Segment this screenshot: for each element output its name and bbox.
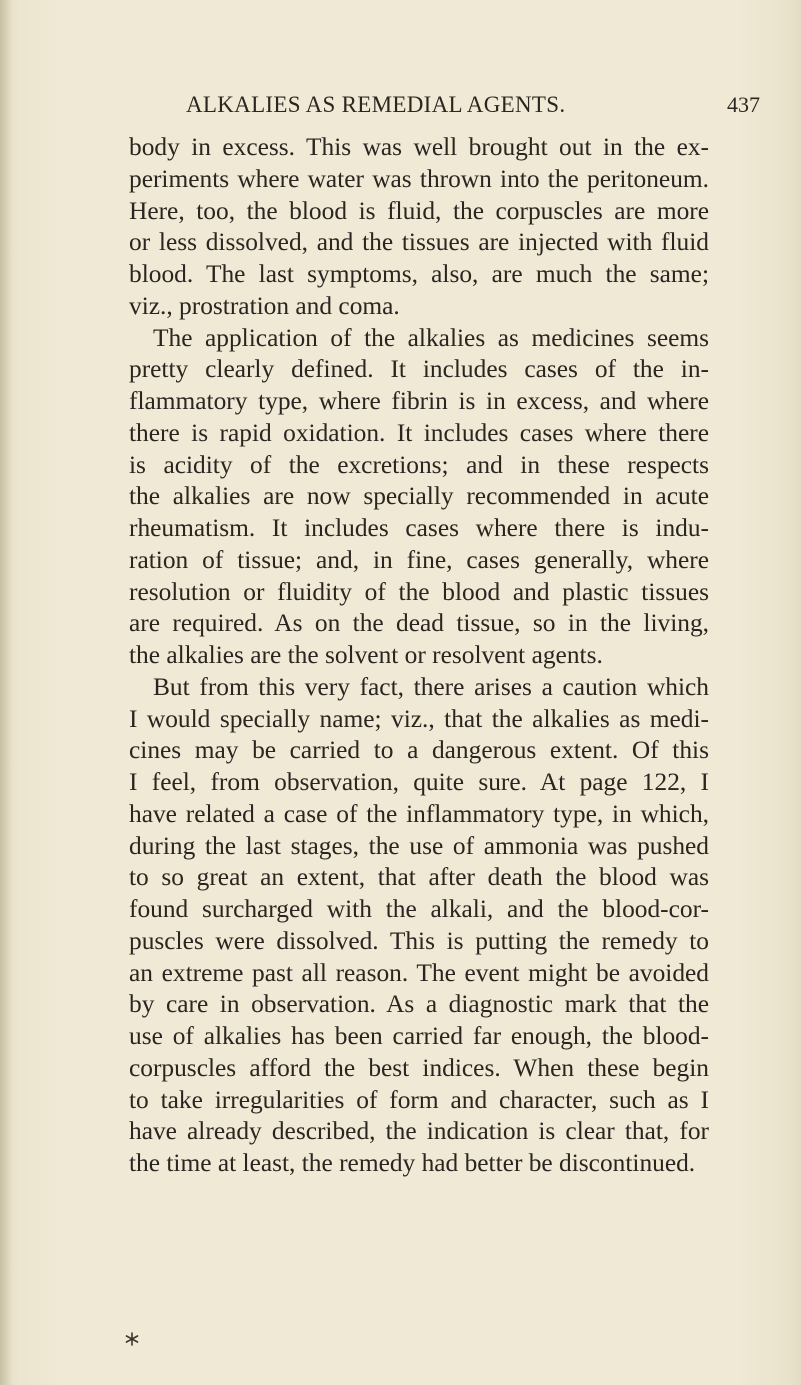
text-line: are required. As on the dead tissue, so in the living, xyxy=(129,609,709,638)
text-line: by care in observation. As a diagnostic mark that the xyxy=(129,990,709,1019)
text-line: the alkalies are now specially recommended in acute xyxy=(129,482,709,511)
text-line: to so great an extent, that after death the blood was xyxy=(129,863,709,892)
text-line: an extreme past all reason. The event might be avoided xyxy=(129,958,709,987)
text-line: or less dissolved, and the tissues are injected with fluid xyxy=(129,228,709,257)
text-line: periments where water was thrown into the peritoneum. xyxy=(129,164,709,193)
text-line: the alkalies are the solvent or resolvent agents. xyxy=(129,641,603,669)
text-line: use of alkalies has been carried far enough, the blood- xyxy=(129,1022,709,1050)
text-line: is acidity of the excretions; and in these respects xyxy=(129,450,709,479)
text-line: resolution or fluidity of the blood and plastic tissues xyxy=(129,577,709,606)
page-number: 437 xyxy=(727,92,760,117)
text-line: ration of tissue; and, in fine, cases generally, where xyxy=(129,545,709,574)
text-line: body in excess. This was well brought out in the ex- xyxy=(129,133,709,161)
text-line: Here, too, the blood is fluid, the corpuscles are more xyxy=(129,196,709,225)
asterisk-blot-icon xyxy=(125,1332,139,1346)
text-line: The application of the alkalies as medicines seems xyxy=(153,323,709,352)
text-line: corpuscles afford the best indices. When these begin xyxy=(129,1053,709,1082)
text-line: pretty clearly defined. It includes cases of the in- xyxy=(129,355,709,384)
text-line: But from this very fact, there arises a caution which xyxy=(153,672,709,701)
text-line: rheumatism. It includes cases where there is indu- xyxy=(129,514,709,542)
text-line: I feel, from observation, quite sure. At page 122, I xyxy=(129,768,709,796)
text-line: the time at least, the remedy had better be discontinued. xyxy=(129,1149,696,1177)
body-text xyxy=(129,132,709,1180)
text-line: viz., prostration and coma. xyxy=(129,291,400,320)
text-line: flammatory type, where fibrin is in excess, and where xyxy=(129,387,709,415)
text-line: cines may be carried to a dangerous extent. Of this xyxy=(129,736,709,765)
text-line: puscles were dissolved. This is putting the remedy to xyxy=(129,926,709,955)
text-line: to take irregularities of form and character, such as I xyxy=(129,1085,709,1114)
text-line: have already described, the indication is clear that, for xyxy=(129,1117,709,1146)
spine-shadow xyxy=(0,0,12,1385)
running-head: ALKALIES AS REMEDIAL AGENTS. xyxy=(186,92,566,117)
text-line: have related a case of the inflammatory type, in which, xyxy=(129,799,709,828)
text-line: blood. The last symptoms, also, are much the same; xyxy=(129,260,709,288)
text-line: there is rapid oxidation. It includes cases where there xyxy=(129,418,709,447)
text-line: found surcharged with the alkali, and the blood-cor- xyxy=(129,895,709,923)
text-line: during the last stages, the use of ammonia was pushed xyxy=(129,831,709,860)
text-line: I would specially name; viz., that the alkalies as medi- xyxy=(129,704,709,733)
page-header xyxy=(0,92,801,132)
